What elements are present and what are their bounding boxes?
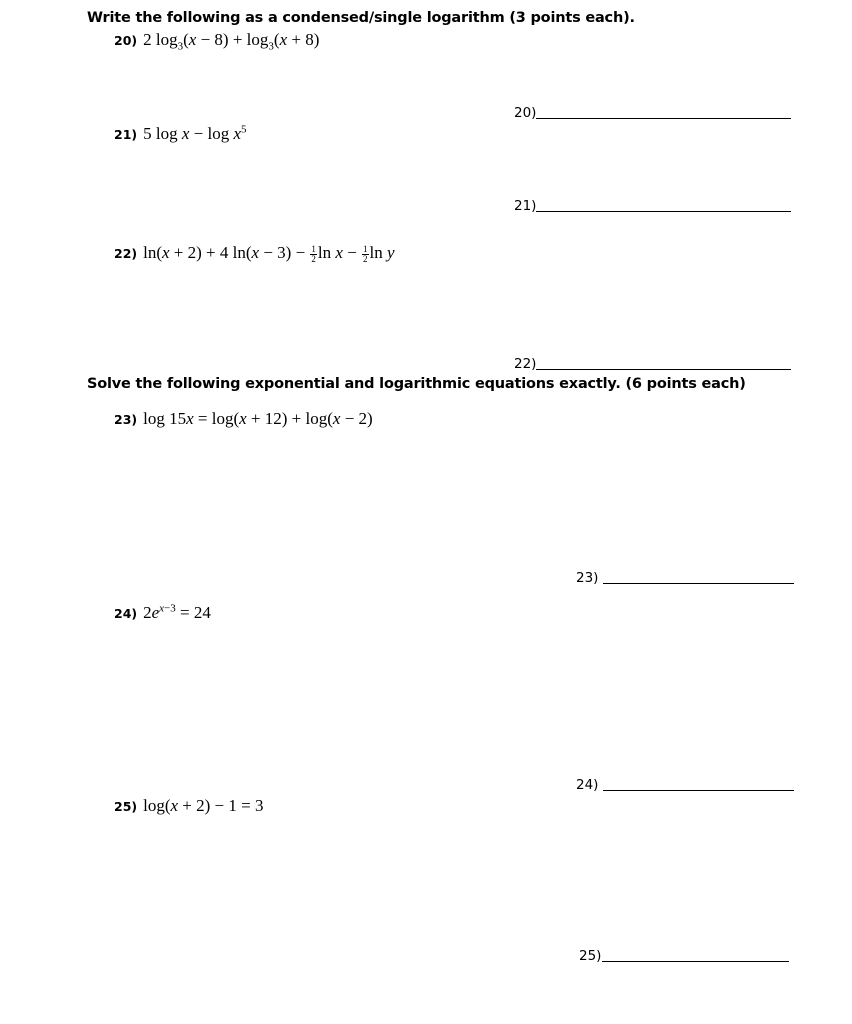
answer-21 [514,198,791,214]
answer-label: 22) [514,356,537,372]
problem-number: 25) [114,799,138,814]
problem-number: 20) [114,33,138,48]
answer-label: 20) [514,105,537,121]
answer-24 [576,777,794,793]
problem-20 [114,30,320,53]
answer-label: 24) [576,777,599,793]
problem-number: 24) [114,606,138,621]
problem-number: 22) [114,246,138,261]
answer-label: 25) [579,948,602,964]
answer-blank[interactable] [603,582,794,584]
problem-expression: $2e^{x-3} = 24$ [143,602,211,622]
fraction: $\frac{1}{2}$ [311,243,316,264]
answer-blank[interactable] [536,210,791,212]
problem-23 [114,409,373,429]
section-2-heading: Solve the following exponential and logarithmic equations exactly. (6 points each) [87,376,746,392]
problem-24 [114,603,211,623]
problem-expression: log(x + 2) − 1 = 3 [143,796,264,815]
problem-25 [114,796,263,816]
problem-21 [114,124,247,144]
problem-number: 23) [114,412,138,427]
answer-blank[interactable] [602,960,789,962]
problem-expression: ln(x + 2) + 4 ln(x − 3) − $\frac{1}{2}$ ln x − $\frac{1}{2}$ ln y [143,243,395,264]
answer-22 [514,356,791,372]
answer-blank[interactable] [536,117,791,119]
section-1-heading: Write the following as a condensed/single logarithm (3 points each). [87,10,635,26]
answer-blank[interactable] [603,789,794,791]
answer-label: 21) [514,198,537,214]
answer-label: 23) [576,570,599,586]
answer-blank[interactable] [536,368,791,370]
answer-23 [576,570,794,586]
problem-expression: 2 $\log_3(x - 8) + \log_3(x + 8)$ [143,30,320,53]
problem-22 [114,243,395,264]
fraction: $\frac{1}{2}$ [363,243,368,264]
answer-20 [514,105,791,121]
problem-number: 21) [114,127,138,142]
problem-expression: log 15x = log(x + 12) + log(x − 2) [143,409,373,428]
answer-25 [579,948,789,964]
problem-expression: 5 $\log x - \log x^5$ [143,123,247,143]
